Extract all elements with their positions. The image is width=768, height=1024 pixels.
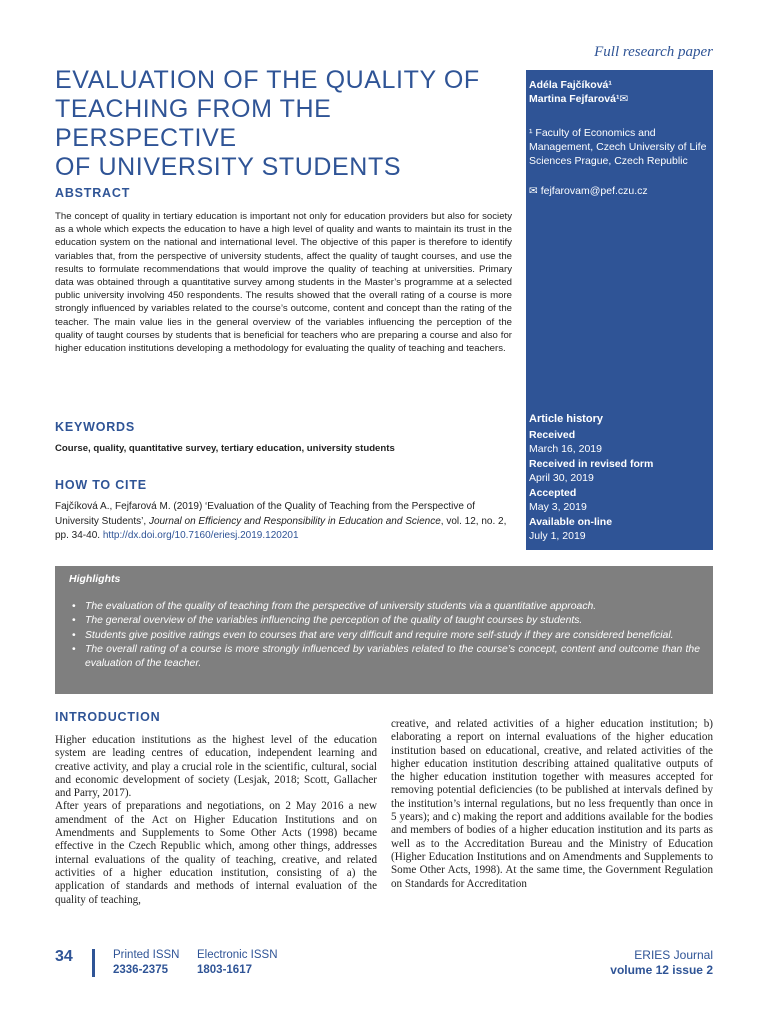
highlight-item: • The general overview of the variables influencing the perception of the quality of taught courses by students. bbox=[69, 614, 700, 628]
printed-issn bbox=[113, 948, 179, 978]
online-label: Available on-line bbox=[529, 515, 613, 528]
journal-volume: volume 12 issue 2 bbox=[610, 963, 713, 977]
highlight-item: • Students give positive ratings even to courses that are very difficult and require more self-study if they are considered beneficial. bbox=[69, 629, 700, 643]
title-line-3: OF UNIVERSITY STUDENTS bbox=[55, 153, 402, 181]
revised-label: Received in revised form bbox=[529, 457, 654, 470]
introduction-heading: INTRODUCTION bbox=[55, 710, 161, 724]
citation-journal: Journal on Efficiency and Responsibility in Education and Science bbox=[148, 515, 441, 527]
author-1: Adéla Fajčíková¹ bbox=[529, 79, 612, 91]
author-info bbox=[529, 78, 713, 198]
title-line-1: EVALUATION OF THE QUALITY OF bbox=[55, 66, 480, 94]
electronic-issn-value: 1803-1617 bbox=[197, 964, 252, 976]
doi-link[interactable]: http://dx.doi.org/10.7160/eriesj.2019.120201 bbox=[102, 530, 299, 541]
received-date: March 16, 2019 bbox=[529, 443, 602, 455]
title-line-2: TEACHING FROM THE PERSPECTIVE bbox=[55, 95, 332, 152]
highlights-box bbox=[55, 566, 713, 694]
highlights-title: Highlights bbox=[69, 573, 121, 585]
intro-right-column bbox=[391, 718, 713, 891]
author-2: Martina Fejfarová¹✉ bbox=[529, 93, 629, 105]
page-number: 34 bbox=[55, 948, 73, 965]
printed-issn-label: Printed ISSN bbox=[113, 949, 180, 961]
author-sidebar bbox=[526, 70, 713, 550]
intro-paragraph-2: After years of preparations and negotiations, on 2 May 2016 a new amendment of the Act on Higher Education Institutions and on Amendments and Supplements to Some Other Acts (1998) became effective in the Czech Republic which, among other things, addresses internal evaluations of the quality of teaching, creative, and related activities of a higher education institution, consisting of a) the application of standards and methods of internal evaluation of the quality of teaching, bbox=[55, 800, 377, 906]
footer-divider bbox=[92, 949, 95, 977]
highlight-item: • The evaluation of the quality of teaching from the perspective of university students via a quantitative approach. bbox=[69, 600, 700, 614]
highlight-item: • The overall rating of a course is more strongly influenced by variables related to the course’s concept, content and outcome than the evaluation of the teacher. bbox=[69, 643, 700, 672]
paper-title bbox=[55, 66, 505, 182]
journal-info bbox=[610, 948, 713, 978]
intro-paragraph-3: creative, and related activities of a higher education institution; b) elaborating a report on internal evaluations of the higher education institution based on educational, creative, and related activities of the higher education institution describing attained qualitative outputs of the higher education institution together with measures accepted for removing potential deficiencies (to be published at intervals defined by the institution’s internal regulations, but no less frequently than once in 5 years); and c) making the report and additions available for the bodies and members of bodies of a higher education institution and its parts as well as to the Accreditation Bureau and the Ministry of Education (Higher Education Institutions and on Amendments and Supplements to Some Other Acts, 1998). At the same time, the Government Regulation on Standards for Accreditation bbox=[391, 718, 713, 890]
citation-volume: , vol. 12, no. 2, pp. 34-40. bbox=[55, 515, 507, 541]
citation bbox=[55, 500, 515, 544]
electronic-issn bbox=[197, 948, 278, 978]
revised-date: April 30, 2019 bbox=[529, 472, 594, 484]
affiliation: ¹ Faculty of Economics and Management, Czech University of Life Sciences Prague, Czech Republic bbox=[529, 127, 707, 167]
accepted-date: May 3, 2019 bbox=[529, 501, 587, 513]
received-label: Received bbox=[529, 428, 576, 441]
highlights-list bbox=[69, 600, 700, 671]
keywords-text: Course, quality, quantitative survey, tertiary education, university students bbox=[55, 443, 395, 454]
email-link[interactable]: ✉ fejfarovam@pef.czu.cz bbox=[529, 185, 648, 197]
citation-authors-title: Fajčíková A., Fejfarová M. (2019) ‘Evaluation of the Quality of Teaching from the Perspective of University Students’, bbox=[55, 501, 476, 527]
intro-left-column bbox=[55, 734, 377, 907]
abstract-text: The concept of quality in tertiary education is important not only for education providers but also for society as a whole which expects the education to have a high level of quality and wants to maintain its trust in the education system on the national and international level. The objective of this paper is therefore to identify variables that, from the perspective of university students, affect the quality of taught courses, and use the results to formulate recommendations that would improve the quality of teaching at universities. Primary data was obtained through a quantitative survey among students in the Master’s programme at a selected public university involving 450 respondents. The results showed that the overall rating of a course is more strongly influenced by variables related to the course’s outcome, content and concept than the rating of the teacher. The main value lies in the general overview of the variables influencing the perception of the quality of taught courses by students that is beneficial for teachers who are preparing a course and also for higher education institutions developing a methodology for evaluating the quality of teaching and teachers. bbox=[55, 211, 512, 355]
abstract-heading: ABSTRACT bbox=[55, 186, 131, 200]
keywords-heading: KEYWORDS bbox=[55, 420, 136, 434]
how-to-cite-heading: HOW TO CITE bbox=[55, 478, 147, 492]
printed-issn-value: 2336-2375 bbox=[113, 964, 168, 976]
article-history bbox=[529, 412, 713, 544]
history-title: Article history bbox=[529, 413, 603, 425]
electronic-issn-label: Electronic ISSN bbox=[197, 949, 278, 961]
journal-name: ERIES Journal bbox=[634, 948, 713, 962]
online-date: July 1, 2019 bbox=[529, 530, 586, 542]
accepted-label: Accepted bbox=[529, 486, 577, 499]
paper-type: Full research paper bbox=[594, 44, 713, 60]
intro-paragraph-1: Higher education institutions as the highest level of the education system are leading centres of education, independent learning and creative activity, and play a crucial role in the scientific, cultural, social and economic development of society (Lesjak, 2018; Scott, Gallacher and Parry, 2017). bbox=[55, 734, 377, 800]
